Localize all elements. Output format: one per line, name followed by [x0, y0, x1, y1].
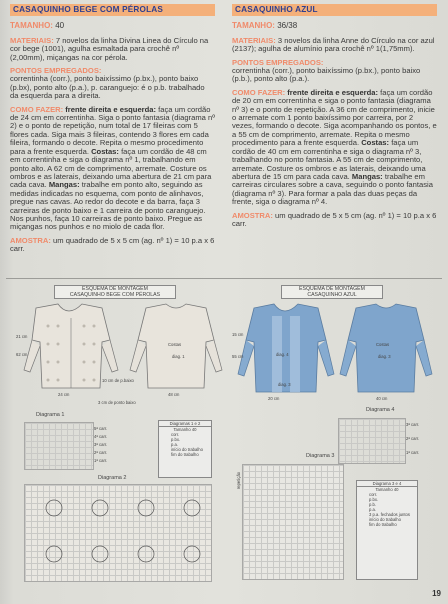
dim-label: 55 cm — [232, 354, 244, 359]
right-howto: COMO FAZER: frente direita e esquerda: faça um cordão de 20 cm em correntinha e siga o ponto fantasia (diagrama nº 3) e o ponto de repetição. A 36 cm de comprimento, inicie o arremate com 1 ponto baixíssimo por carreira, por 2 vezes, formando o decote. Siga acompanhando os pontos, e a 55 cm de comprimento, arremate. Repita o mesmo procedimento para a frente esquerda. Costas: faça um cordão de 40 cm em correntinha e siga o diagrama nº 3, trabalhando no ponto fantasia. A 55 cm de comprimento, arremate. Costure os ombros e as laterais, deixando uma abertura de 15 cm para cada cava. Mangas: trabalhe em carreiras circulares sobre a cava, seguindo o ponto fantasia (diagrama nº 3). Para formar a pala das duas peças da frente, siga o diagrama nº 4. — [232, 87, 437, 207]
dim-label: 10 cm de p.baixo — [102, 378, 134, 383]
row-label: 5ª carr. — [94, 426, 108, 431]
dim-label: 21 cm — [16, 334, 28, 339]
dim-label: 48 cm — [168, 392, 180, 397]
left-sample: AMOSTRA: um quadrado de 5 x 5 cm (ag. nº 1) = 10 p.a x 6 carr. — [10, 235, 215, 254]
dim-label: diag. 3 — [278, 382, 291, 387]
page-number: 19 — [432, 589, 441, 598]
dim-label: diag. 1 — [172, 354, 185, 359]
right-materials: MATERIAIS: 3 novelos da linha Anne do Círculo na cor azul (2137); agulha de alumínio para crochê nº 1(1,75mm). — [232, 35, 435, 54]
dim-label: 24 cm — [58, 392, 70, 397]
legend-diagrams-3-4: Diagrama 3 e 4 Tamanho 40 corr. p.bx. p.b. p.a. 3 p.a. fechados juntos início do trabalho fim do trabalho — [356, 480, 418, 580]
blue-back-sketch — [340, 304, 432, 392]
row-label: 2ª carr. — [406, 436, 420, 441]
row-label: 4ª carr. — [94, 434, 108, 439]
left-pattern-column — [10, 4, 215, 259]
left-scheme-header: ESQUEMA DE MONTAGEM CASAQUINHO BEGE COM PÉROLAS — [54, 285, 176, 299]
diagram-3-title: Diagrama 3 — [306, 453, 335, 459]
diagram-4-title: Diagrama 4 — [366, 407, 395, 413]
left-stitches: PONTOS EMPREGADOS: correntinha (corr.), ponto baixíssimo (p.bx.), ponto baixo (p.bx), ponto alto (p.a.), p. caranguejo: é o p.b. trabalhado da esquerda para a direita. — [10, 66, 205, 101]
dim-label: diag. 4 — [276, 352, 289, 357]
right-scheme-header: ESQUEMA DE MONTAGEM CASAQUINHO AZUL — [281, 285, 383, 299]
diagram-2-title: Diagrama 2 — [98, 475, 127, 481]
dim-label: 62 cm — [16, 352, 28, 357]
blue-front-sketch — [238, 304, 334, 392]
row-label: 2ª carr. — [94, 450, 108, 455]
diagram-3-grid — [242, 464, 344, 580]
dim-label: 3 cm de ponto baixo — [98, 400, 136, 405]
left-materials: MATERIAIS: 7 novelos da linha Divina Linea do Círculo na cor bege (1001), agulha esmaltada para crochê nº (2,00mm), miçangas na cor pérola. — [10, 35, 209, 62]
dim-label: 15 cm — [232, 332, 244, 337]
row-label: 1ª carr. — [406, 450, 420, 455]
legend-diagrams-1-2: Diagramas 1 e 2 Tamanho 40 corr. p.bx. p.a. início do trabalho fim do trabalho — [158, 420, 212, 478]
diagram-1-grid — [24, 422, 94, 470]
dim-label: Costas — [168, 342, 182, 347]
right-sample: AMOSTRA: um quadrado de 5 x 5 cm (ag. nº 1) = 10 p.a x 6 carr. — [232, 210, 437, 228]
right-title: CASAQUINHO AZUL — [232, 4, 437, 16]
left-title: CASAQUINHO BEGE COM PÉROLAS — [10, 4, 215, 16]
diagram-1-title: Diagrama 1 — [36, 412, 65, 418]
dim-label: diag. 3 — [378, 354, 391, 359]
left-size: TAMANHO: 40 — [10, 21, 65, 31]
repeat-label: repetição — [236, 471, 242, 490]
dim-label: 40 cm — [376, 396, 388, 401]
section-divider — [6, 278, 442, 279]
row-label: 3ª carr. — [406, 422, 420, 427]
right-stitches: PONTOS EMPREGADOS: correntinha (corr.), ponto baixíssimo (p.bx.), ponto baixo (p.b.), ponto alto (p.a.). — [232, 57, 421, 84]
dim-label: 20 cm — [268, 396, 280, 401]
beige-front-sketch — [24, 304, 118, 388]
diagram-2-flowers — [24, 484, 210, 580]
diagram-4-grid — [338, 418, 406, 464]
right-pattern-column — [232, 4, 437, 233]
right-size: TAMANHO: 36/38 — [232, 21, 298, 31]
row-label: 3ª carr. — [94, 442, 108, 447]
left-howto: COMO FAZER: frente direita e esquerda: faça um cordão de 24 cm em correntinha. Siga o ponto fantasia (diagrama nº 2) e o ponto de repetição, num total de 17 fileiras com 5 flores cada. Siga mais 3 fileiras, contendo 3 flores em cada fileira, formando o decote. Repita o mesmo procedimento para a frente esquerda. Costas: faça um cordão de 48 cm em correntinha e siga o diagrama nº 1, trabalhando em ponto alto. A 62 cm de comprimento, arremate. Costure os ombros e as laterais, deixando uma abertura de 21 cm para cada cava. Mangas: trabalhe em ponto alto, seguindo as medidas indicadas no esquema, com ponto de alinhavos, pregue nas cavas. Ao redor do decote e da barra, faça 3 carreiras de ponto baixo e 1 carreira de ponto caranguejo. Nos punhos, faça 10 carreiras de ponto baixo. Pregue as miçangas nos punhos e no miolo de cada flor. — [10, 104, 215, 232]
dim-label: Costas — [376, 342, 390, 347]
row-label: 1ª carr. — [94, 458, 108, 463]
diagrams-area — [6, 282, 442, 594]
